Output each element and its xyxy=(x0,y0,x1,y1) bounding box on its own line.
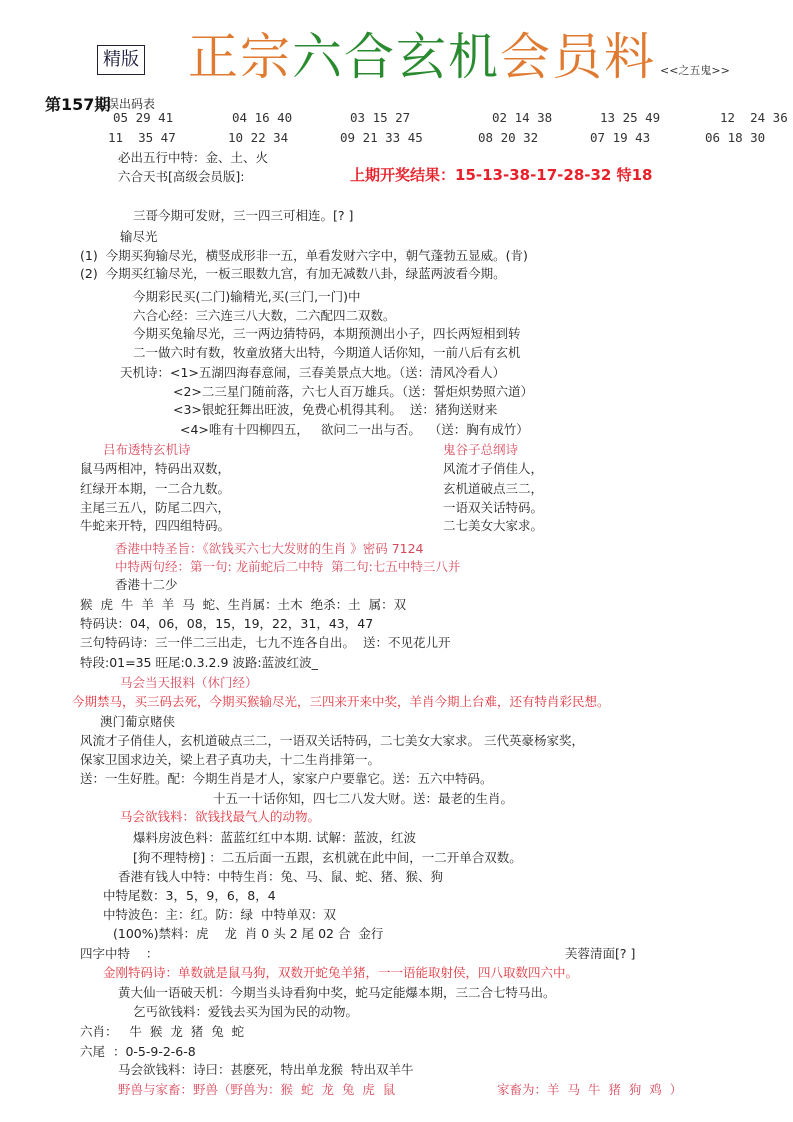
number-group: 02 14 38 xyxy=(492,110,553,125)
title-char: 机 xyxy=(448,28,500,86)
poem-line: 红绿开本期，一二合九数。 xyxy=(80,481,231,496)
number-group: 07 19 43 xyxy=(590,130,651,145)
title-char: 合 xyxy=(344,28,396,86)
last-draw-result: 上期开奖结果：15-13-38-17-28-32 特18 xyxy=(350,166,653,184)
text-line: [狗不理特榜] ：二五后面一五跟，玄机就在此中间，一二开单合双数。 xyxy=(133,850,522,865)
title-char: 六 xyxy=(292,28,344,86)
text-line: 黄大仙一语破天机：今期当头诗看狗中奖，蛇马定能爆本期，三二合七特马出。 xyxy=(118,985,556,1000)
number-group: 04 16 40 xyxy=(232,110,293,125)
number-group: 12 24 36 xyxy=(720,110,788,125)
poem-title: 吕布透特玄机诗 xyxy=(103,442,191,457)
poem-line: 主尾三五八，防尾二四六， xyxy=(80,500,231,515)
text-line: 乞丐欲钱料：爱钱去买为国为民的动物。 xyxy=(133,1004,359,1019)
text-line: 澳门葡京赌侠 xyxy=(100,714,176,729)
text-line: (1) 今期买狗输尽光，横竖成形非一五，单看发财六字中，朝气蓬勃五显威。(肯) xyxy=(80,248,528,263)
text-line: 中特两句经：第一句: 龙前蛇后二中特 第二句:七五中特三八并 xyxy=(115,559,461,574)
text-line: 四字中特 ： xyxy=(80,946,159,961)
poem-line: 鼠马两相冲，特码出双数， xyxy=(80,461,231,476)
title-char: 会 xyxy=(500,28,552,86)
text-line: 输尽光 xyxy=(120,229,158,244)
text-line: 猴 虎 牛 羊 羊 马 蛇、生肖属：土木 绝杀：土 属：双 xyxy=(80,597,407,612)
text-line: 风流才子俏佳人，玄机道破点三二，一语双关话特码，二七美女大家求。 三代英豪杨家奖， xyxy=(80,733,584,748)
text-line: 今期买兔输尽光，三一两边猜特码，本期预测出小子，四长两短相到转 xyxy=(133,326,521,341)
text-line: 家畜为：羊 马 牛 猪 狗 鸡 ） xyxy=(497,1082,683,1097)
text-line: 保家卫国求边关，梁上君子真功夫，十二生肖排第一。 xyxy=(80,752,381,767)
text-line: 特段:01=35 旺尾:0.3.2.9 波路:蓝波红波_ xyxy=(80,655,318,670)
text-line: 野兽与家畜：野兽（野兽为：猴 蛇 龙 兔 虎 鼠 xyxy=(118,1082,396,1097)
title-char: 宗 xyxy=(240,28,292,86)
text-line: <2>二三星门随前落，六七人百万雄兵。（送：誓炬炽势照六道） xyxy=(173,384,534,399)
poem-line: 一语双关话特码。 xyxy=(443,500,544,515)
poem-line: 牛蛇来开特，四四组特码。 xyxy=(80,518,231,533)
text-line: 六尾 ：0-5-9-2-6-8 xyxy=(80,1044,196,1059)
text-line: 今期禁马，买三码去死，今期买猴输尽光，三四来开来中奖，羊肖今期上台难，还有特肖彩民想。 xyxy=(72,694,610,709)
number-group: 08 20 32 xyxy=(478,130,539,145)
text-line: 金刚特码诗：单数就是鼠马狗，双数开蛇兔羊猪，一一语能取射侯，四八取数四六中。 xyxy=(103,965,579,980)
title-char: 玄 xyxy=(396,28,448,86)
text-line: 十五一十话你知，四七二八发大财。送：最老的生肖。 xyxy=(213,791,514,806)
text-line: 三哥今期可发财，三一四三可相连。[? ] xyxy=(133,208,354,223)
text-line: 送：一生好胜。配：今期生肖是才人，家家户户要靠它。送：五六中特码。 xyxy=(80,771,493,786)
text-line: 六肖： 牛 猴 龙 猪 兔 蛇 xyxy=(80,1024,245,1039)
number-group: 09 21 33 45 xyxy=(340,130,423,145)
text-line: 香港中特圣旨：《欲钱买六七大发财的生肖 》密码 7124 xyxy=(115,541,424,556)
text-line: 六合天书[高级会员版]: xyxy=(118,169,245,184)
page-subtitle: <<之五鬼>> xyxy=(660,64,730,77)
text-line: 马会当天报料（休门经） xyxy=(120,675,258,690)
number-group: 05 29 41 xyxy=(113,110,174,125)
text-line: 中特尾数：3，5，9，6，8，4 xyxy=(103,888,276,903)
poem-line: 二七美女大家求。 xyxy=(443,518,544,533)
title-char: 料 xyxy=(604,28,656,86)
number-group: 11 35 47 xyxy=(108,130,176,145)
poem-line: 玄机道破点三二， xyxy=(443,481,544,496)
text-line: 马会欲钱料：诗曰：甚麽死，特出单龙猴 特出双羊牛 xyxy=(118,1062,414,1077)
poem-line: 风流才子俏佳人， xyxy=(443,461,544,476)
text-line: 二一做六时有数，牧童放猪大出特，今期道人话你知，一前八后有玄机 xyxy=(133,345,521,360)
number-group: 03 15 27 xyxy=(350,110,411,125)
text-line: 必出五行中特：金、土、火 xyxy=(118,150,269,165)
text-line: 今期彩民买(二门)输精光,买(三门,一门)中 xyxy=(133,289,361,304)
text-line: (2) 今期买红输尽光，一板三眼数九宫，有加无减数八卦，绿蓝两波看今期。 xyxy=(80,266,506,281)
text-line: 天机诗：<1>五湖四海春意闹，三春美景点大地。（送：清风冷看人） xyxy=(120,365,506,380)
issue-caption: 无误出码表 xyxy=(95,97,156,111)
text-line: 特码诀：04，06，08，15，19，22，31，43，47 xyxy=(80,616,374,631)
number-group: 06 18 30 xyxy=(705,130,766,145)
text-line: 马会欲钱料：欲钱找最气人的动物。 xyxy=(120,809,321,824)
text-line: 三句特码诗：三一伴二三出走，七九不连各自出。 送：不见花儿开 xyxy=(80,635,451,650)
text-line: (100%)禁料：虎 龙 肖 0 头 2 尾 02 合 金行 xyxy=(113,926,384,941)
text-line: 香港有钱人中特：中特生肖：兔、马、鼠、蛇、猪、猴、狗 xyxy=(118,869,444,884)
text-line: <4>唯有十四柳四五， 欲问二一出与否。 （送：胸有成竹） xyxy=(180,422,529,437)
number-group: 13 25 49 xyxy=(600,110,661,125)
text-line: 香港十二少 xyxy=(115,577,178,592)
text-line: <3>银蛇狂舞出旺波，免费心机得其利。 送：猪狗送财来 xyxy=(173,402,498,417)
text-line: 中特波色：主：红。防：绿 中特单双：双 xyxy=(103,907,336,922)
poem-title: 鬼谷子总纲诗 xyxy=(443,442,519,457)
text-line: 芙蓉清面[? ] xyxy=(565,946,636,961)
title-char: 正 xyxy=(188,28,240,86)
text-line: 六合心经：三六连三八大数，二六配四二双数。 xyxy=(133,308,396,323)
text-line: 爆料房波色料：蓝蓝红红中本期. 试解：蓝波，红波 xyxy=(133,830,416,845)
number-group: 10 22 34 xyxy=(228,130,289,145)
edition-badge: 精版 xyxy=(97,45,145,75)
title-char: 员 xyxy=(552,28,604,86)
page-title xyxy=(188,24,656,90)
issue-number: 第157期 xyxy=(45,95,111,114)
